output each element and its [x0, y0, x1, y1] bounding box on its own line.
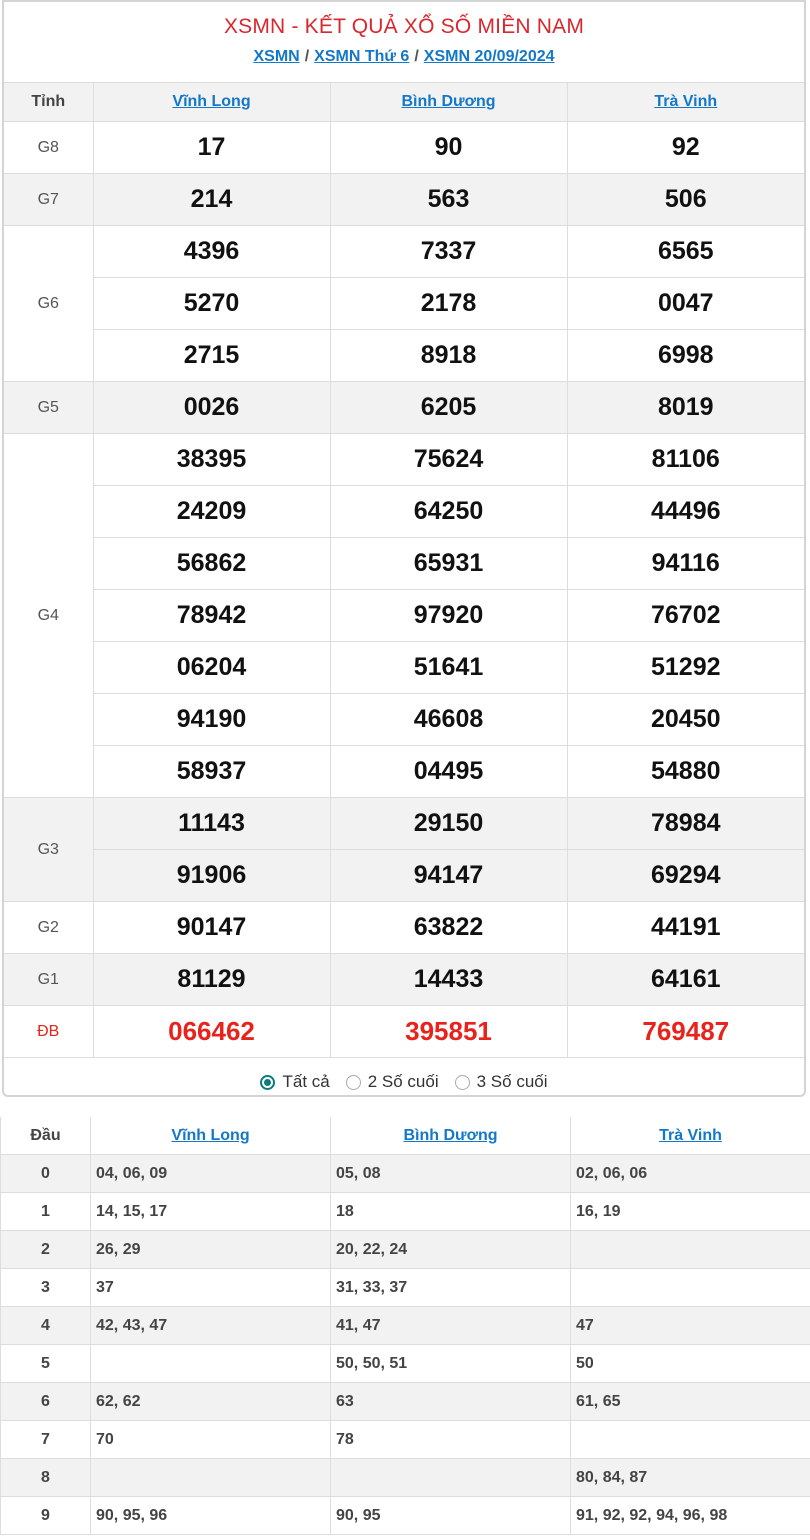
loto-row — [1, 1383, 810, 1421]
prize-number: 64250 — [330, 486, 567, 538]
prize-number: 24209 — [93, 486, 330, 538]
filter-option-last-2[interactable] — [346, 1072, 439, 1092]
dau-digit: 7 — [1, 1421, 91, 1459]
prize-label: G1 — [4, 954, 93, 1006]
prize-number: 11143 — [93, 798, 330, 850]
loto-values: 41, 47 — [331, 1307, 571, 1345]
province-link-binh-duong[interactable]: Bình Dương — [401, 93, 496, 110]
prize-number: 90147 — [93, 902, 330, 954]
prize-number: 76702 — [567, 590, 804, 642]
prize-number: 06204 — [93, 642, 330, 694]
loto-row — [1, 1193, 810, 1231]
prize-number: 94190 — [93, 694, 330, 746]
prize-row — [4, 850, 804, 902]
dau-digit: 1 — [1, 1193, 91, 1231]
dau-digit: 9 — [1, 1497, 91, 1535]
prize-row — [4, 902, 804, 954]
prize-number: 29150 — [330, 798, 567, 850]
prize-number: 58937 — [93, 746, 330, 798]
breadcrumb-xsmn[interactable]: XSMN — [253, 48, 300, 65]
prize-number: 91906 — [93, 850, 330, 902]
loto-row — [1, 1269, 810, 1307]
dau-digit: 3 — [1, 1269, 91, 1307]
loto-values — [91, 1459, 331, 1497]
prize-number: 78942 — [93, 590, 330, 642]
prize-number: 81106 — [567, 434, 804, 486]
column-header-tinh: Tỉnh — [4, 83, 93, 122]
results-table — [4, 83, 804, 1058]
prize-number: 94116 — [567, 538, 804, 590]
prize-number: 2715 — [93, 330, 330, 382]
loto-row — [1, 1345, 810, 1383]
loto-values — [331, 1459, 571, 1497]
prize-number: 94147 — [330, 850, 567, 902]
prize-number: 54880 — [567, 746, 804, 798]
loto-values: 61, 65 — [571, 1383, 810, 1421]
radio-icon[interactable] — [346, 1075, 361, 1090]
loto-values: 42, 43, 47 — [91, 1307, 331, 1345]
dau-digit: 5 — [1, 1345, 91, 1383]
dau-digit: 6 — [1, 1383, 91, 1421]
loto-values — [91, 1345, 331, 1383]
prize-label: G5 — [4, 382, 93, 434]
prize-number: 2178 — [330, 278, 567, 330]
loto-values: 02, 06, 06 — [571, 1155, 810, 1193]
dau-digit: 4 — [1, 1307, 91, 1345]
prize-number: 65931 — [330, 538, 567, 590]
column-header-dau: Đầu — [1, 1117, 91, 1155]
prize-number: 0026 — [93, 382, 330, 434]
prize-number: 44191 — [567, 902, 804, 954]
prize-number: 6998 — [567, 330, 804, 382]
prize-number: 04495 — [330, 746, 567, 798]
prize-number: 92 — [567, 122, 804, 174]
breadcrumb-xsmn-thu6[interactable]: XSMN Thứ 6 — [314, 48, 410, 65]
prize-number: 78984 — [567, 798, 804, 850]
prize-label: G4 — [4, 434, 93, 798]
dau-digit: 8 — [1, 1459, 91, 1497]
loto-row — [1, 1307, 810, 1345]
prize-row — [4, 486, 804, 538]
loto-values: 04, 06, 09 — [91, 1155, 331, 1193]
breadcrumb-xsmn-date[interactable]: XSMN 20/09/2024 — [423, 48, 555, 65]
loto-values: 47 — [571, 1307, 810, 1345]
prize-row — [4, 174, 804, 226]
prize-number: 20450 — [567, 694, 804, 746]
prize-number: 81129 — [93, 954, 330, 1006]
prize-label: G8 — [4, 122, 93, 174]
prize-number: 17 — [93, 122, 330, 174]
loto-row — [1, 1155, 810, 1193]
filter-option-label: 2 Số cuối — [367, 1072, 439, 1091]
loto-values: 18 — [331, 1193, 571, 1231]
prize-number: 14433 — [330, 954, 567, 1006]
special-prize-number: 395851 — [330, 1006, 567, 1058]
prize-label: G6 — [4, 226, 93, 382]
prize-number: 64161 — [567, 954, 804, 1006]
filter-option-last-3[interactable] — [455, 1072, 548, 1092]
loto-province-link-binh-duong[interactable]: Bình Dương — [403, 1126, 498, 1144]
prize-row — [4, 694, 804, 746]
prize-number: 44496 — [567, 486, 804, 538]
prize-number: 4396 — [93, 226, 330, 278]
loto-values — [571, 1269, 810, 1307]
digit-filter — [4, 1058, 804, 1106]
loto-values: 26, 29 — [91, 1231, 331, 1269]
results-header — [4, 2, 804, 83]
prize-number: 51292 — [567, 642, 804, 694]
loto-row — [1, 1459, 810, 1497]
loto-values: 78 — [331, 1421, 571, 1459]
prize-number: 69294 — [567, 850, 804, 902]
prize-number: 56862 — [93, 538, 330, 590]
loto-values: 91, 92, 92, 94, 96, 98 — [571, 1497, 810, 1535]
prize-label: G7 — [4, 174, 93, 226]
filter-option-all[interactable] — [260, 1072, 329, 1092]
loto-values: 37 — [91, 1269, 331, 1307]
prize-row — [4, 278, 804, 330]
prize-number: 46608 — [330, 694, 567, 746]
prize-row — [4, 746, 804, 798]
prize-number: 97920 — [330, 590, 567, 642]
loto-values: 50, 50, 51 — [331, 1345, 571, 1383]
prize-number: 8019 — [567, 382, 804, 434]
prize-number: 6565 — [567, 226, 804, 278]
prize-label: G3 — [4, 798, 93, 902]
prize-number: 506 — [567, 174, 804, 226]
filter-option-label: Tất cả — [282, 1072, 330, 1091]
prize-number: 38395 — [93, 434, 330, 486]
dau-digit: 2 — [1, 1231, 91, 1269]
prize-number: 51641 — [330, 642, 567, 694]
prize-row — [4, 538, 804, 590]
prize-row — [4, 434, 804, 486]
loto-values — [571, 1421, 810, 1459]
prize-number: 8918 — [330, 330, 567, 382]
prize-number: 90 — [330, 122, 567, 174]
special-prize-number: 066462 — [93, 1006, 330, 1058]
prize-label: G2 — [4, 902, 93, 954]
loto-values — [571, 1231, 810, 1269]
special-prize-number: 769487 — [567, 1006, 804, 1058]
loto-values: 62, 62 — [91, 1383, 331, 1421]
prize-number: 5270 — [93, 278, 330, 330]
prize-number: 75624 — [330, 434, 567, 486]
prize-number: 63822 — [330, 902, 567, 954]
loto-values: 90, 95, 96 — [91, 1497, 331, 1535]
loto-values: 80, 84, 87 — [571, 1459, 810, 1497]
loto-row — [1, 1421, 810, 1459]
prize-number: 7337 — [330, 226, 567, 278]
prize-row — [4, 642, 804, 694]
breadcrumb: XSMN / XSMN Thứ 6 / XSMN 20/09/2024 — [253, 48, 555, 65]
loto-values: 50 — [571, 1345, 810, 1383]
loto-values: 05, 08 — [331, 1155, 571, 1193]
loto-values: 14, 15, 17 — [91, 1193, 331, 1231]
prize-row — [4, 122, 804, 174]
province-link-vinh-long[interactable]: Vĩnh Long — [172, 93, 251, 110]
prize-number: 563 — [330, 174, 567, 226]
loto-values: 70 — [91, 1421, 331, 1459]
page-title: XSMN - KẾT QUẢ XỔ SỐ MIỀN NAM — [223, 15, 585, 38]
loto-province-link-vinh-long[interactable]: Vĩnh Long — [171, 1126, 250, 1144]
prize-number: 0047 — [567, 278, 804, 330]
province-link-tra-vinh[interactable]: Trà Vinh — [654, 93, 718, 110]
prize-row — [4, 798, 804, 850]
loto-values: 20, 22, 24 — [331, 1231, 571, 1269]
prize-row — [4, 330, 804, 382]
prize-number: 6205 — [330, 382, 567, 434]
prize-row — [4, 226, 804, 278]
results-panel — [2, 0, 806, 1097]
loto-row — [1, 1231, 810, 1269]
prize-label: ĐB — [4, 1006, 93, 1058]
loto-table — [0, 1117, 810, 1535]
loto-values: 63 — [331, 1383, 571, 1421]
dau-digit: 0 — [1, 1155, 91, 1193]
prize-row — [4, 590, 804, 642]
prize-number: 214 — [93, 174, 330, 226]
loto-values: 31, 33, 37 — [331, 1269, 571, 1307]
prize-row — [4, 954, 804, 1006]
prize-row — [4, 1006, 804, 1058]
loto-row — [1, 1497, 810, 1535]
filter-option-label: 3 Số cuối — [476, 1072, 548, 1091]
radio-icon[interactable] — [455, 1075, 470, 1090]
loto-province-link-tra-vinh[interactable]: Trà Vinh — [659, 1126, 722, 1144]
loto-values: 90, 95 — [331, 1497, 571, 1535]
prize-row — [4, 382, 804, 434]
radio-selected-icon[interactable] — [260, 1075, 275, 1090]
loto-values: 16, 19 — [571, 1193, 810, 1231]
